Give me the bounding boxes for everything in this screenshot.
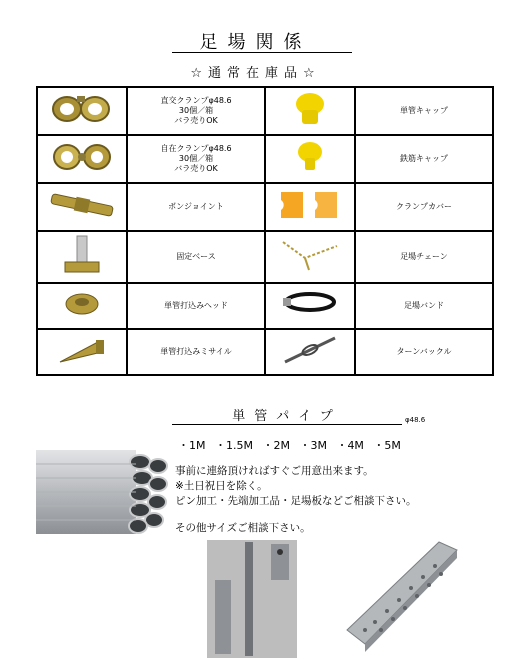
- table-row: [37, 183, 493, 231]
- product-table: [36, 86, 494, 376]
- pipe-note-holidays: ※土日祝日を除く。: [175, 480, 268, 492]
- product-label-left: ボンジョイント: [127, 183, 265, 231]
- product-label-right: クランプカバー: [355, 183, 493, 231]
- fixed-base-image: [37, 231, 127, 283]
- product-label-left: 自在クランプφ48.6 30個／箱 バラ売りOK: [127, 135, 265, 183]
- pipe-note-availability: 事前に連絡頂ければすぐご用意出来ます。: [175, 465, 374, 477]
- title-underline: [172, 52, 352, 53]
- pipe-drive-missile-image: [37, 329, 127, 375]
- pipe-section-title: 単管パイプ: [232, 409, 342, 424]
- swivel-clamp-image: [37, 135, 127, 183]
- pipe-bundle-image: [36, 440, 168, 544]
- rebar-cap-image: [265, 135, 355, 183]
- pin-processed-pipe-image: [207, 540, 297, 658]
- page-subtitle: ☆通常在庫品☆: [190, 66, 321, 81]
- pipe-diameter: φ48.6: [405, 416, 426, 424]
- pipe-note-processing: ピン加工・先端加工品・足場板などご相談下さい。: [175, 495, 417, 507]
- product-label-right: 鉄筋キャップ: [355, 135, 493, 183]
- table-row: [37, 329, 493, 375]
- turnbuckle-image: [265, 329, 355, 375]
- product-label-right: 単管キャップ: [355, 87, 493, 135]
- bone-joint-image: [37, 183, 127, 231]
- scaffold-band-image: [265, 283, 355, 329]
- product-label-right: ターンバックル: [355, 329, 493, 375]
- scaffold-chain-image: [265, 231, 355, 283]
- table-row: [37, 231, 493, 283]
- product-label-left: 直交クランプφ48.6 30個／箱 バラ売りOK: [127, 87, 265, 135]
- scaffold-board-image: [335, 540, 465, 655]
- page-title: 足場関係: [199, 32, 312, 53]
- table-row: [37, 87, 493, 135]
- clamp-cover-image: [265, 183, 355, 231]
- table-row: [37, 283, 493, 329]
- pipe-drive-head-image: [37, 283, 127, 329]
- product-label-right: 足場チェーン: [355, 231, 493, 283]
- product-label-left: 固定ベース: [127, 231, 265, 283]
- product-label-left: 単管打込みヘッド: [127, 283, 265, 329]
- product-label-left: 単管打込みミサイル: [127, 329, 265, 375]
- pipe-sizes: ・1M ・1.5M ・2M ・3M ・4M ・5M: [178, 439, 401, 452]
- pipe-note-other-sizes: その他サイズご相談下さい。: [175, 522, 311, 534]
- table-row: [37, 135, 493, 183]
- pipe-title-underline: [172, 424, 402, 425]
- single-pipe-cap-image: [265, 87, 355, 135]
- orthogonal-clamp-image: [37, 87, 127, 135]
- product-label-right: 足場バンド: [355, 283, 493, 329]
